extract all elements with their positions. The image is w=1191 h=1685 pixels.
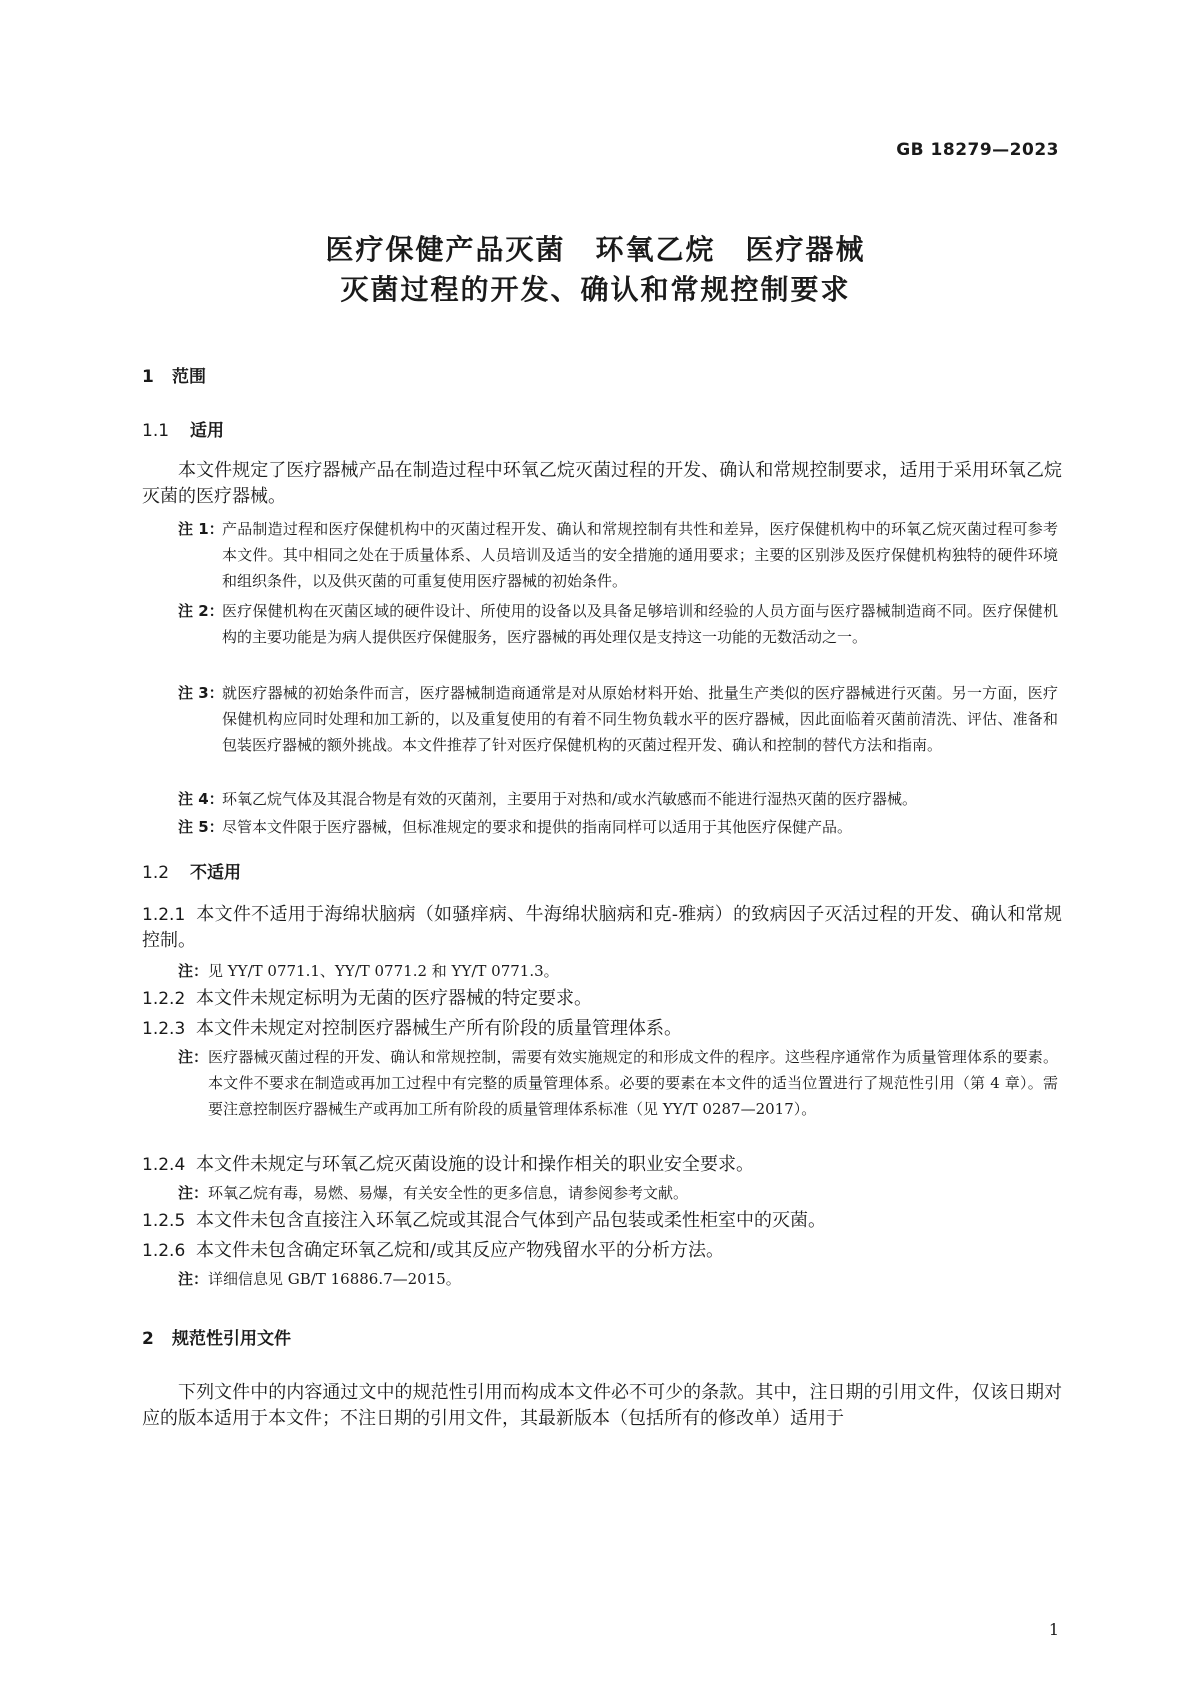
clause-number: 1.2.4 — [142, 1155, 186, 1175]
section-number: 1.2 — [142, 863, 170, 883]
section-2-heading — [142, 1324, 291, 1349]
paragraph-scope — [142, 458, 1062, 510]
note-label: 注 1： — [178, 520, 224, 538]
clause-1-2-5 — [142, 1208, 1062, 1234]
document-title-line-1: 医疗保健产品灭菌 环氧乙烷 医疗器械 — [325, 233, 866, 266]
clause-text: 本文件未规定标明为无菌的医疗器械的特定要求。 — [196, 988, 592, 1009]
clause-1-2-3-note — [178, 1044, 1058, 1122]
clause-number: 1.2.3 — [142, 1019, 186, 1039]
note-3 — [178, 680, 1058, 758]
section-number: 1.1 — [142, 421, 170, 441]
clause-text: 本文件未包含确定环氧乙烷和/或其反应产物残留水平的分析方法。 — [196, 1240, 725, 1261]
note-text: 产品制造过程和医疗保健机构中的灭菌过程开发、确认和常规控制有共性和差异，医疗保健机构中的环氧乙烷灭菌过程可参考本文件。其中相同之处在于质量体系、人员培训及适当的安全措施的通用要求；主要的区别涉及医疗保健机构独特的硬件环境和组织条件，以及供灭菌的可重复使用医疗器械的初始条件。 — [222, 520, 1058, 590]
section-title: 规范性引用文件 — [172, 1329, 291, 1349]
clause-1-2-3 — [142, 1016, 1062, 1042]
clause-text: 本文件未规定与环氧乙烷灭菌设施的设计和操作相关的职业安全要求。 — [196, 1154, 754, 1175]
clause-text: 本文件未包含直接注入环氧乙烷或其混合气体到产品包装或柔性柜室中的灭菌。 — [196, 1210, 826, 1231]
note-text: 尽管本文件限于医疗器械，但标准规定的要求和提供的指南同样可以适用于其他医疗保健产品。 — [222, 818, 853, 836]
clause-1-2-1-note — [178, 958, 1058, 984]
paragraph-normative-references — [142, 1380, 1062, 1432]
note-1 — [178, 516, 1058, 594]
note-label: 注： — [178, 1184, 209, 1202]
note-label: 注： — [178, 1048, 209, 1066]
note-5 — [178, 814, 1058, 840]
paragraph-text: 本文件规定了医疗器械产品在制造过程中环氧乙烷灭菌过程的开发、确认和常规控制要求，适用于采用环氧乙烷灭菌的医疗器械。 — [142, 460, 1062, 507]
note-text: 详细信息见 GB/T 16886.7—2015。 — [208, 1270, 461, 1288]
note-label: 注： — [178, 1270, 209, 1288]
note-2 — [178, 598, 1058, 650]
note-label: 注 2： — [178, 602, 224, 620]
section-title: 不适用 — [190, 863, 241, 883]
note-text: 见 YY/T 0771.1、YY/T 0771.2 和 YY/T 0771.3。 — [208, 962, 559, 980]
clause-1-2-4-note — [178, 1180, 1058, 1206]
clause-text: 本文件未规定对控制医疗器械生产所有阶段的质量管理体系。 — [196, 1018, 682, 1039]
clause-1-2-2 — [142, 986, 1062, 1012]
clause-1-2-6-note — [178, 1266, 1058, 1292]
clause-1-2-6 — [142, 1238, 1062, 1264]
section-1-1-heading — [142, 416, 224, 441]
clause-number: 1.2.1 — [142, 905, 186, 925]
note-text: 医疗保健机构在灭菌区域的硬件设计、所使用的设备以及具备足够培训和经验的人员方面与医疗器械制造商不同。医疗保健机构的主要功能是为病人提供医疗保健服务，医疗器械的再处理仅是支持这一功能的无数活动之一。 — [222, 602, 1058, 646]
note-text: 就医疗器械的初始条件而言，医疗器械制造商通常是对从原始材料开始、批量生产类似的医疗器械进行灭菌。另一方面，医疗保健机构应同时处理和加工新的，以及重复使用的有着不同生物负载水平的医疗器械，因此面临着灭菌前清洗、评估、准备和包装医疗器械的额外挑战。本文件推荐了针对医疗保健机构的灭菌过程开发、确认和控制的替代方法和指南。 — [222, 684, 1058, 754]
clause-number: 1.2.5 — [142, 1211, 186, 1231]
clause-1-2-4 — [142, 1152, 1062, 1178]
clause-text: 本文件不适用于海绵状脑病（如骚痒病、牛海绵状脑病和克-雅病）的致病因子灭活过程的开发、确认和常规控制。 — [142, 904, 1062, 951]
paragraph-text: 下列文件中的内容通过文中的规范性引用而构成本文件必不可少的条款。其中，注日期的引用文件，仅该日期对应的版本适用于本文件；不注日期的引用文件，其最新版本（包括所有的修改单）适用于 — [142, 1382, 1062, 1429]
note-label: 注： — [178, 962, 209, 980]
note-text: 医疗器械灭菌过程的开发、确认和常规控制，需要有效实施规定的和形成文件的程序。这些程序通常作为质量管理体系的要素。本文件不要求在制造或再加工过程中有完整的质量管理体系。必要的要素在本文件的适当位置进行了规范性引用（第 4 章）。需要注意控制医疗器械生产或再加工所有阶段的质量管理体系标准（见 YY/T 0287—2017）。 — [208, 1048, 1058, 1118]
section-title: 范围 — [172, 367, 206, 387]
clause-number: 1.2.6 — [142, 1241, 186, 1261]
section-number: 1 — [142, 367, 154, 387]
page-number: 1 — [1048, 1620, 1059, 1639]
note-label: 注 3： — [178, 684, 224, 702]
clause-1-2-1 — [142, 902, 1062, 954]
clause-number: 1.2.2 — [142, 989, 186, 1009]
note-label: 注 4： — [178, 790, 224, 808]
section-title: 适用 — [190, 421, 224, 441]
note-label: 注 5： — [178, 818, 224, 836]
note-text: 环氧乙烷有毒，易燃、易爆，有关安全性的更多信息，请参阅参考文献。 — [208, 1184, 689, 1202]
note-text: 环氧乙烷气体及其混合物是有效的灭菌剂，主要用于对热和/或水汽敏感而不能进行湿热灭菌的医疗器械。 — [222, 790, 918, 808]
section-number: 2 — [142, 1329, 154, 1349]
section-1-2-heading — [142, 858, 241, 883]
standard-number: GB 18279—2023 — [896, 140, 1059, 160]
note-4 — [178, 786, 1058, 812]
document-title-line-2: 灭菌过程的开发、确认和常规控制要求 — [340, 273, 851, 306]
section-1-heading — [142, 362, 206, 387]
